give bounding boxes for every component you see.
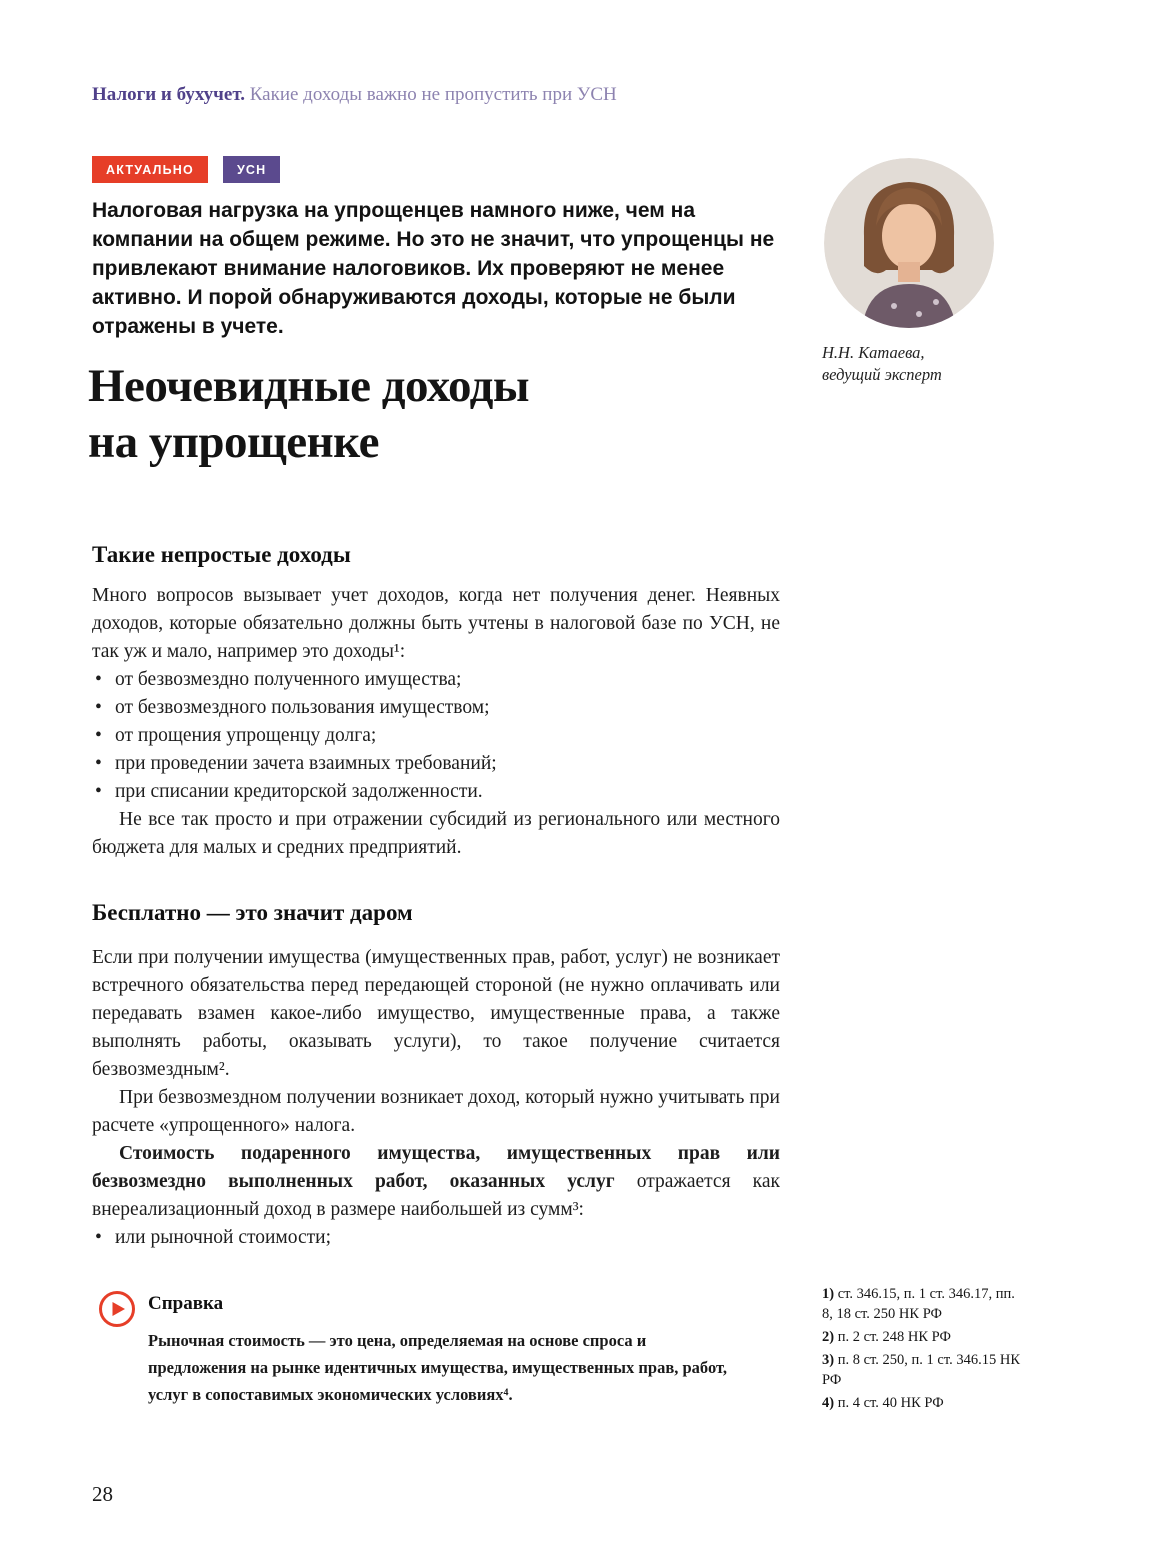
emphasis-text: Стоимость подаренного имущества, имущественных прав или безвозмездно выполненных работ, оказанных услуг — [92, 1143, 780, 1192]
footnote-number: 4) — [822, 1395, 835, 1411]
footnote-number: 3) — [822, 1352, 835, 1368]
footnote — [822, 1393, 1029, 1413]
rubric-topic: Какие доходы важно не пропустить при УСН — [249, 84, 617, 105]
author-figure — [820, 158, 1035, 386]
income-types-list — [92, 666, 780, 806]
callout-title: Справка — [148, 1293, 224, 1314]
paragraph-continuation: отражается как внереализационный доход в размере наибольшей из сумм³: — [92, 1171, 780, 1220]
footnote-text: п. 2 ст. 248 НК РФ — [837, 1329, 951, 1345]
badge-usn: УСН — [223, 156, 280, 183]
badge-actual: АКТУАЛЬНО — [92, 156, 208, 183]
list-item: • при списании кредиторской задолженности. — [92, 778, 780, 806]
article-title-line1: Неочевидные доходы — [88, 360, 530, 412]
list-item: • от прощения упрощенцу долга; — [92, 722, 780, 750]
page-number: 28 — [92, 1482, 113, 1506]
author-name: Н.Н. Катаева, — [822, 343, 925, 362]
footnote-text: п. 4 ст. 40 НК РФ — [837, 1395, 944, 1411]
list-item: • или рыночной стоимости; — [92, 1224, 780, 1252]
list-item: • при проведении зачета взаимных требований; — [92, 750, 780, 778]
footnote-number: 2) — [822, 1329, 835, 1345]
footnotes-block — [822, 1284, 1029, 1416]
section-heading-1: Такие непростые доходы — [92, 542, 351, 567]
paragraph-intro: Много вопросов вызывает учет доходов, когда нет получения денег. Неявных доходов, которые обязательно должны быть учтены в налоговой базе по УСН, не так уж и мало, например это доходы¹: — [92, 585, 780, 662]
paragraph: Если при получении имущества (имущественных прав, работ, услуг) не возникает встречного обязательства перед передающей стороной (не нужно оплачивать или передавать взамен какое-либо имущество, имущественные права, а также выполнять работы, оказывать услуги), то такое получение считается безвозмездным². — [92, 947, 780, 1080]
lead-paragraph: Налоговая нагрузка на упрощенцев намного ниже, чем на компании на общем режиме. Но это не значит, что упрощенцы не привлекают внимание налоговиков. Их проверяют не менее активно. И порой обнаруживаются доходы, которые не были отражены в учете. — [92, 199, 775, 338]
play-circle-icon — [98, 1290, 136, 1328]
rubric-label: Налоги и бухучет. — [92, 84, 245, 105]
footnote — [822, 1350, 1029, 1390]
article-title — [88, 358, 529, 470]
list-item: • от безвозмездного пользования имуществом; — [92, 694, 780, 722]
author-role: ведущий эксперт — [822, 365, 942, 384]
footnote-number: 1) — [822, 1286, 835, 1302]
paragraph-outro: Не все так просто и при отражении субсидий из регионального или местного бюджета для малых и средних предприятий. — [92, 809, 780, 858]
author-photo — [824, 158, 994, 328]
badges-row — [92, 156, 280, 183]
footnote — [822, 1284, 1029, 1324]
footnote-text: п. 8 ст. 250, п. 1 ст. 346.15 НК РФ — [822, 1352, 1020, 1388]
valuation-list — [92, 1224, 780, 1252]
section-heading-2: Бесплатно — это значит даром — [92, 900, 413, 925]
author-portrait-illustration — [824, 158, 994, 328]
reference-callout — [98, 1290, 763, 1408]
footnote-text: ст. 346.15, п. 1 ст. 346.17, пп. 8, 18 ст. 250 НК РФ — [822, 1286, 1015, 1322]
paragraph: При безвозмездном получении возникает доход, который нужно учитывать при расчете «упрощенного» налога. — [92, 1087, 780, 1136]
paragraph-emphasis — [92, 1140, 780, 1224]
callout-content — [148, 1290, 748, 1408]
page-header — [92, 84, 617, 106]
callout-text: Рыночная стоимость — это цена, определяемая на основе спроса и предложения на рынке идентичных имущества, имущественных прав, работ, услуг в сопоставимых экономических условиях⁴. — [148, 1331, 727, 1404]
footnote — [822, 1327, 1029, 1347]
list-item: • от безвозмездно полученного имущества; — [92, 666, 780, 694]
author-caption — [822, 342, 1035, 386]
article-title-line2: на упрощенке — [88, 416, 379, 468]
article-body — [92, 542, 780, 1252]
